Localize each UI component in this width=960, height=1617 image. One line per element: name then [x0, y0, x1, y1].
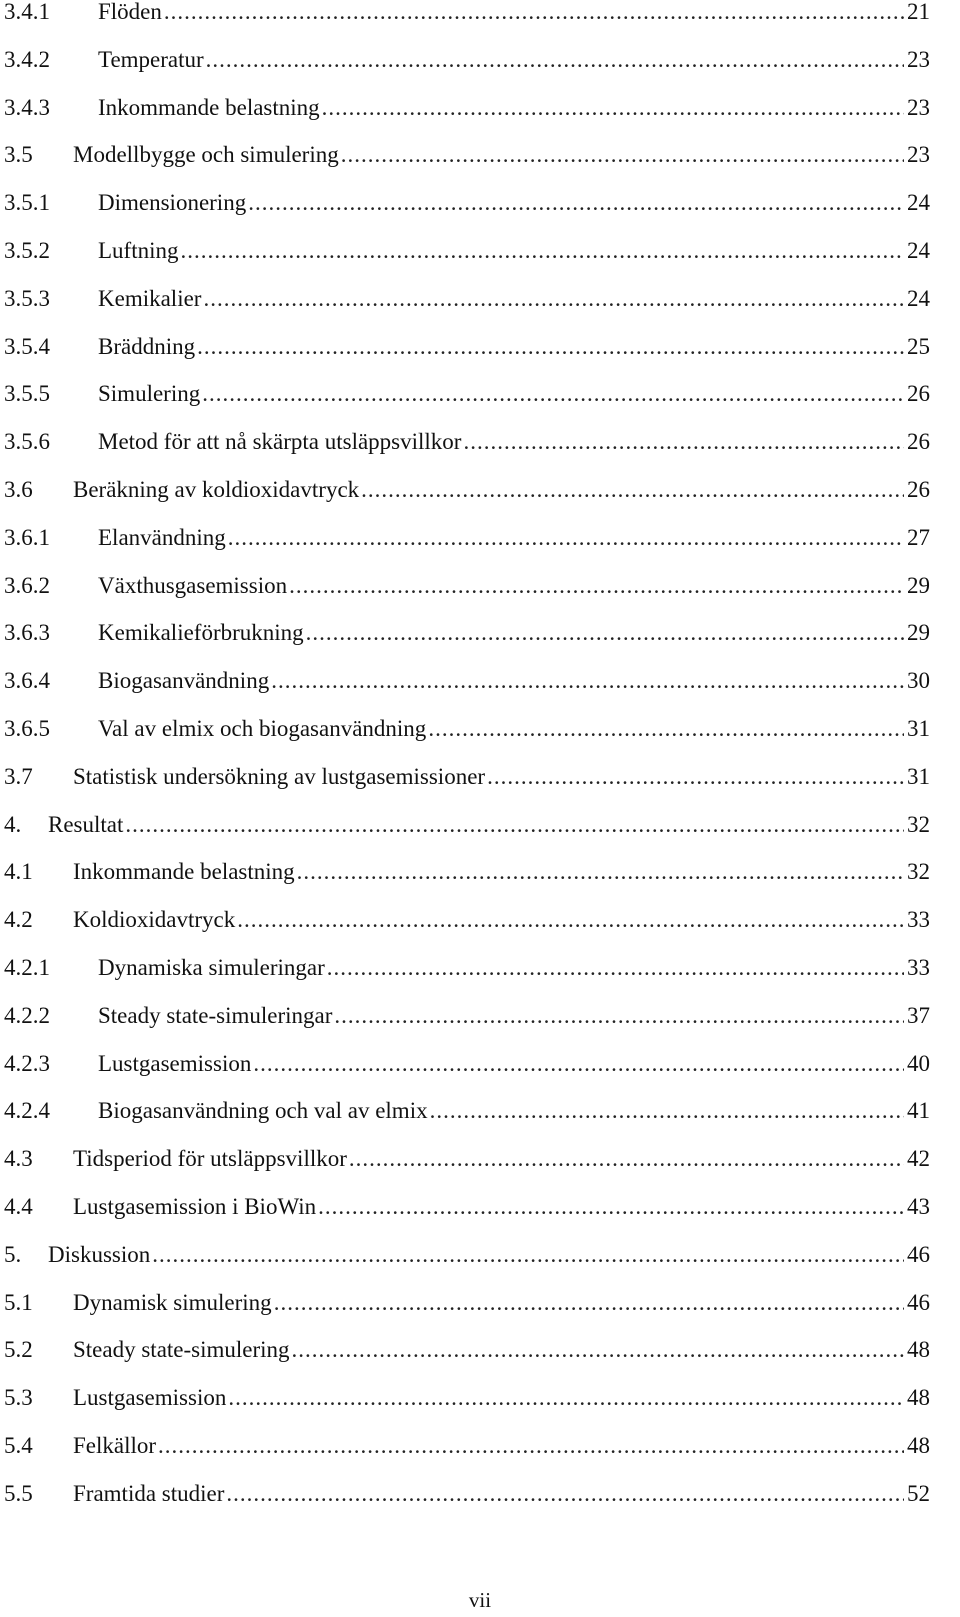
- dot-leader: [158, 1431, 904, 1461]
- toc-entry-title: Bräddning: [98, 333, 196, 359]
- toc-entry[interactable]: [4, 618, 930, 658]
- dot-leader: [206, 45, 904, 75]
- dot-leader: [181, 236, 905, 266]
- dot-leader: [463, 427, 904, 457]
- toc-entry-title: Biogasanvändning och val av elmix: [98, 1098, 428, 1124]
- toc-entry[interactable]: [4, 0, 930, 37]
- dot-leader: [341, 140, 904, 170]
- toc-entry-number: 4.2.3: [4, 1050, 50, 1076]
- dot-leader: [297, 857, 904, 887]
- toc-entry[interactable]: [4, 857, 930, 897]
- dot-leader: [228, 1383, 904, 1413]
- toc-entry-page: 23: [907, 46, 930, 72]
- toc-entry-number: 3.6.3: [4, 620, 50, 646]
- toc-entry[interactable]: [4, 379, 930, 419]
- dot-leader: [197, 332, 904, 362]
- dot-leader: [226, 1479, 904, 1509]
- dot-leader: [125, 810, 904, 840]
- toc-entry-title: Simulering: [98, 381, 201, 407]
- toc-entry-page: 46: [907, 1241, 930, 1267]
- dot-leader: [487, 762, 904, 792]
- toc-entry-number: 5.4: [4, 1433, 33, 1458]
- dot-leader: [318, 1192, 904, 1222]
- page-number: vii: [468, 1588, 492, 1612]
- toc-entry-title: Temperatur: [98, 46, 204, 72]
- toc-entry-title: Lustgasemission: [98, 1050, 252, 1076]
- toc-entry-page: 43: [907, 1194, 930, 1219]
- toc-entry-page: 32: [907, 859, 930, 885]
- toc-entry-title: Dynamisk simulering: [73, 1289, 272, 1315]
- toc-entry-number: 3.6: [4, 477, 33, 502]
- toc-entry-page: 41: [907, 1098, 930, 1124]
- toc-entry-title: Växthusgasemission: [98, 572, 288, 598]
- toc-entry-title: Tidsperiod för utsläppsvillkor: [73, 1146, 347, 1172]
- toc-entry-page: 24: [907, 238, 930, 263]
- toc-entry-title: Framtida studier: [73, 1480, 225, 1506]
- toc-entry-page: 23: [907, 142, 930, 168]
- toc-entry-page: 29: [907, 620, 930, 646]
- dot-leader: [253, 1049, 904, 1079]
- toc-entry[interactable]: [4, 810, 930, 850]
- toc-entry-title: Lustgasemission i BioWin: [73, 1194, 317, 1219]
- toc-entry-page: 48: [907, 1433, 930, 1458]
- toc-entry-page: 52: [907, 1480, 930, 1506]
- toc-entry[interactable]: [4, 1049, 930, 1089]
- toc-entry[interactable]: [4, 953, 930, 993]
- toc-entry-number: 3.6.2: [4, 572, 50, 598]
- toc-entry-page: 24: [907, 285, 930, 311]
- toc-entry[interactable]: [4, 666, 930, 706]
- toc-entry[interactable]: [4, 905, 930, 945]
- dot-leader: [152, 1240, 904, 1270]
- dot-leader: [289, 571, 904, 601]
- toc-entry-page: 29: [907, 572, 930, 598]
- toc-entry[interactable]: [4, 714, 930, 754]
- toc-entry-title: Inkommande belastning: [73, 859, 295, 885]
- dot-leader: [248, 188, 904, 218]
- toc-entry-page: 33: [907, 907, 930, 933]
- dot-leader: [164, 0, 904, 27]
- toc-entry-number: 3.4.1: [4, 0, 50, 24]
- toc-entry-page: 26: [907, 381, 930, 407]
- dot-leader: [237, 905, 904, 935]
- toc-entry-number: 3.5.2: [4, 238, 50, 263]
- toc-entry[interactable]: [4, 1144, 930, 1184]
- toc-entry-number: 3.6.4: [4, 668, 50, 694]
- toc-entry-number: 5.2: [4, 1337, 33, 1363]
- toc-entry[interactable]: [4, 1096, 930, 1136]
- dot-leader: [428, 714, 904, 744]
- dot-leader: [361, 475, 904, 505]
- toc-entry-number: 4.2.1: [4, 955, 50, 980]
- toc-entry-title: Steady state-simulering: [73, 1337, 290, 1363]
- toc-entry[interactable]: [4, 140, 930, 180]
- toc-entry-number: 4.4: [4, 1194, 33, 1219]
- toc-entry-title: Kemikalier: [98, 285, 202, 311]
- toc-entry-title: Val av elmix och biogasanvändning: [98, 716, 427, 741]
- toc-entry[interactable]: [4, 1479, 930, 1519]
- toc-entry-title: Steady state-simuleringar: [98, 1002, 333, 1028]
- toc-entry-title: Beräkning av koldioxidavtryck: [73, 477, 360, 502]
- toc-entry-number: 5.3: [4, 1385, 33, 1411]
- toc-entry-title: Felkällor: [73, 1433, 157, 1458]
- toc-entry[interactable]: [4, 523, 930, 563]
- toc-entry-number: 3.4.2: [4, 46, 50, 72]
- toc-entry-title: Dimensionering: [98, 190, 247, 216]
- dot-leader: [292, 1335, 904, 1365]
- toc-entry-number: 4.: [4, 811, 22, 837]
- toc-entry-page: 21: [907, 0, 930, 24]
- toc-entry-title: Metod för att nå skärpta utsläppsvillkor: [98, 429, 462, 455]
- toc-entry-number: 4.3: [4, 1146, 33, 1172]
- toc-entry-number: 3.5: [4, 142, 33, 168]
- toc-entry-title: Luftning: [98, 238, 179, 263]
- dot-leader: [334, 1001, 904, 1031]
- toc-entry-page: 31: [907, 763, 930, 789]
- toc-entry-page: 48: [907, 1337, 930, 1363]
- toc-entry-number: 4.2: [4, 907, 33, 933]
- toc-entry-page: 26: [907, 477, 930, 502]
- toc-entry-title: Lustgasemission: [73, 1385, 227, 1411]
- dot-leader: [349, 1144, 904, 1174]
- toc-entry-page: 40: [907, 1050, 930, 1076]
- toc-entry[interactable]: [4, 1383, 930, 1423]
- toc-entry-number: 3.5.3: [4, 285, 50, 311]
- toc-entry[interactable]: [4, 1288, 930, 1328]
- toc-entry-number: 3.5.6: [4, 429, 50, 455]
- toc-entry[interactable]: [4, 93, 930, 133]
- toc-entry-title: Inkommande belastning: [98, 94, 320, 120]
- toc-entry-page: 33: [907, 955, 930, 980]
- toc-entry[interactable]: [4, 762, 930, 802]
- toc-entry-title: Statistisk undersökning av lustgasemissioner: [73, 763, 486, 789]
- dot-leader: [202, 379, 904, 409]
- dot-leader: [327, 953, 904, 983]
- toc-entry-title: Dynamiska simuleringar: [98, 955, 325, 980]
- toc-entry-number: 4.2.2: [4, 1002, 50, 1028]
- toc-entry-page: 24: [907, 190, 930, 216]
- toc-entry-number: 5.5: [4, 1480, 33, 1506]
- toc-entry-number: 3.4.3: [4, 94, 50, 120]
- toc-entry-number: 3.6.5: [4, 716, 50, 741]
- dot-leader: [322, 93, 904, 123]
- toc-entry-number: 4.1: [4, 859, 33, 885]
- toc-entry[interactable]: [4, 1001, 930, 1041]
- toc-entry-title: Modellbygge och simulering: [73, 142, 339, 168]
- toc-entry[interactable]: [4, 188, 930, 228]
- toc-entry[interactable]: [4, 284, 930, 324]
- toc-entry-page: 42: [907, 1146, 930, 1172]
- toc-entry[interactable]: [4, 1240, 930, 1280]
- toc-entry[interactable]: [4, 236, 930, 276]
- toc-entry-page: 48: [907, 1385, 930, 1411]
- toc-entry-title: Biogasanvändning: [98, 668, 270, 694]
- dot-leader: [274, 1288, 904, 1318]
- toc-entry-number: 4.2.4: [4, 1098, 50, 1124]
- toc-entry-title: Resultat: [48, 811, 124, 837]
- toc-entry[interactable]: [4, 45, 930, 85]
- toc-entry-page: 27: [907, 524, 930, 550]
- toc-entry-title: Flöden: [98, 0, 162, 24]
- toc-entry[interactable]: [4, 332, 930, 372]
- toc-entry-title: Elanvändning: [98, 524, 226, 550]
- toc-entry[interactable]: [4, 475, 930, 515]
- toc-entry-page: 46: [907, 1289, 930, 1315]
- toc-entry-page: 37: [907, 1002, 930, 1028]
- dot-leader: [306, 618, 904, 648]
- dot-leader: [430, 1096, 904, 1126]
- dot-leader: [203, 284, 904, 314]
- toc-entry-number: 3.7: [4, 763, 33, 789]
- toc-entry-page: 26: [907, 429, 930, 455]
- toc-entry-number: 3.5.5: [4, 381, 50, 407]
- toc-entry-page: 25: [907, 333, 930, 359]
- toc-entry[interactable]: [4, 1192, 930, 1232]
- toc-entry-number: 3.5.4: [4, 333, 50, 359]
- toc-entry-page: 32: [907, 811, 930, 837]
- toc-entry[interactable]: [4, 427, 930, 467]
- dot-leader: [228, 523, 904, 553]
- toc-entry-title: Diskussion: [48, 1241, 151, 1267]
- toc-entry-number: 5.: [4, 1241, 22, 1267]
- toc-entry-title: Kemikalieförbrukning: [98, 620, 304, 646]
- toc-entry-number: 3.5.1: [4, 190, 50, 216]
- toc-entry-page: 23: [907, 94, 930, 120]
- toc-entry-number: 3.6.1: [4, 524, 50, 550]
- toc-entry-number: 5.1: [4, 1289, 33, 1315]
- toc-entry[interactable]: [4, 1335, 930, 1375]
- toc-entry-page: 30: [907, 668, 930, 694]
- toc-entry[interactable]: [4, 1431, 930, 1471]
- toc-entry[interactable]: [4, 571, 930, 611]
- toc-entry-page: 31: [907, 716, 930, 741]
- toc-entry-title: Koldioxidavtryck: [73, 907, 236, 933]
- dot-leader: [271, 666, 904, 696]
